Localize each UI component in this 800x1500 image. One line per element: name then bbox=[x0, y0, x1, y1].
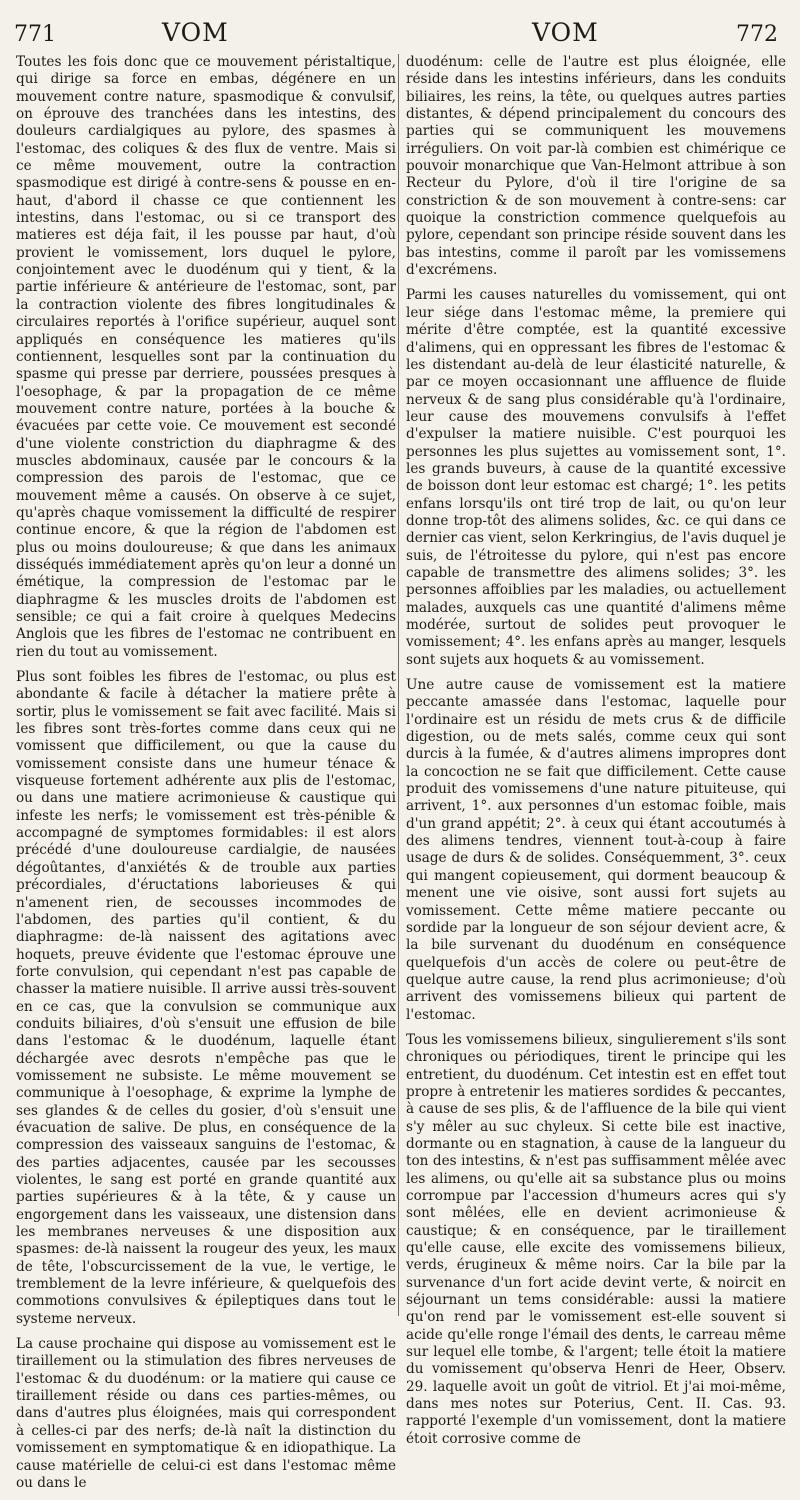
right-page-number: 772 bbox=[736, 22, 778, 47]
column-divider bbox=[398, 54, 399, 1316]
paragraph: Une autre cause de vomissement est la matiere peccante amassée dans l'estomac, laquelle pour l'ordinaire est un résidu de mets crus & de difficile digestion, ou de mets salés, comme ceux qui sont durcis à la fumée, & d'autres alimens impropres dont la concoction ne se fait que difficilement. Cette cause produit des vomissemens d'une nature pituiteuse, qui arrivent, 1°. aux personnes d'un estomac foible, mais d'un grand appétit; 2°. à ceux qui étant accoutumés à des alimens tendres, viennent tout-à-coup à faire usage de durs & de solides. Conséquemment, 3°. ceux qui mangent copieusement, qui dorment beaucoup & menent une vie oisive, sont aussi fort sujets au vomissement. Cette même matiere peccante ou sordide par la longueur de son séjour devient acre, & la bile survenant du duodénum en conséquence quelquefois d'un accès de colere ou peut-être de quelque autre cause, la rend plus acrimonieuse; d'où arrivent des vomissemens bilieux qui partent de l'estomac. bbox=[406, 677, 786, 1023]
paragraph: Plus sont foibles les fibres de l'estomac, ou plus est abondante & facile à détacher la matiere prête à sortir, plus le vomissement se fait avec facilité. Mais si les fibres sont très-fortes comme dans ceux qui ne vomissent que difficilement, ou que la cause du vomissement consiste dans une humeur ténace & visqueuse fortement adhérente aux plis de l'estomac, ou dans une matiere acrimonieuse & caustique qui infeste les nerfs; le vomissement est très-pénible & accompagné de symptomes formidables: il est alors précédé d'une douloureuse cardialgie, de nausées dégoûtantes, d'anxiétés & de trouble aux parties précordiales, d'éructations laborieuses & qui n'amenent rien, de secousses incommodes de l'abdomen, des parties qu'il contient, & du diaphragme: de-là naissent des agitations avec hoquets, preuve évidente que l'estomac éprouve une forte convulsion, qui cependant n'est pas capable de chasser la matiere nuisible. Il arrive aussi très-souvent en ce cas, que la convulsion se communique aux conduits biliaires, d'où s'ensuit une effusion de bile dans l'estomac & le duodénum, laquelle étant déchargée avec desrots n'empêche pas que le vomissement ne subsiste. Le même mouvement se communique à l'oesophage, & exprime la lymphe de ses glandes & de celles du gosier, d'où s'ensuit une évacuation de salive. De plus, en conséquence de la compression des vaisseaux sanguins de l'estomac, & des parties adjacentes, causée par les secousses violentes, le sang est porté en grande quantité aux parties supérieures & à la tête, & y cause un engorgement dans les vaisseaux, une distension dans les membranes nerveuses & une disposition aux spasmes: de-là naissent la rougeur des yeux, les maux de tête, l'obscurcissement de la vue, le vertige, le tremblement de la levre inférieure, & quelquefois des commotions convulsives & épileptiques dans tout le systeme nerveux. bbox=[16, 669, 396, 1327]
paragraph: Toutes les fois donc que ce mouvement péristaltique, qui dirige sa force en embas, dégénere en un mouvement contre nature, spasmodique & convulsif, on éprouve des tranchées dans les intestins, des douleurs cardialgiques au pylore, des spasmes à l'estomac, des coliques & des flux de ventre. Mais si ce même mouvement, outre la contraction spasmodique est dirigé à contre-sens & pousse en en-haut, d'abord il chasse ce que contiennent les intestins, dans l'estomac, ou si ce transport des matieres est déja fait, il les pousse par haut, d'où provient le vomissement, lors duquel le pylore, conjointement avec le duodénum qui y tient, & la partie inférieure & antérieure de l'estomac, sont, par la contraction violente des fibres longitudinales & circulaires reportés à l'orifice supérieur, auquel sont appliqués en conséquence les matieres qu'ils contiennent, lesquelles sont par la continuation du spasme qui presse par derriere, poussées presques à l'oesophage, & par la propagation de ce même mouvement contre nature, portées à la bouche & évacuées par cette voie. Ce mouvement est secondé d'une violente constriction du diaphragme & des muscles abdominaux, causée par le concours & la compression des parois de l'estomac, que ce mouvement même a causés. On observe à ce sujet, qu'après chaque vomissement la difficulté de respirer continue encore, & que la région de l'abdomen est plus ou moins douloureuse; & que dans les animaux disséqués immédiatement après qu'on leur a donné un émétique, la compression de l'estomac par le diaphragme & les muscles droits de l'abdomen est sensible; ce qui a fait croire à quelques Medecins Anglois que les fibres de l'estomac ne contribuent en rien du tout au vomissement. bbox=[16, 54, 396, 660]
right-running-title: VOM bbox=[532, 18, 599, 47]
paragraph: La cause prochaine qui dispose au vomissement est le tiraillement ou la stimulation des fibres nerveuses de l'estomac & du duodénum: or la matiere qui cause ce tiraillement réside ou dans ces parties-mêmes, ou dans d'autres plus éloignées, mais qui correspondent à celles-ci par des nerfs; de-là naît la distinction du vomissement en symptomatique & en idiopathique. La cause matérielle de celui-ci est dans l'estomac même ou dans le bbox=[16, 1336, 396, 1491]
right-column bbox=[406, 54, 786, 1456]
paragraph: duodénum: celle de l'autre est plus éloignée, elle réside dans les intestins inférieurs, dans les conduits biliaires, les reins, la tête, ou quelques autres parties distantes, & dépend principalement du concours des parties qui se communiquent les mouvemens irréguliers. On voit par-là combien est chimérique ce pouvoir monarchique que Van-Helmont attribue à son Recteur du Pylore, d'où il tire l'origine de sa constriction & de son mouvement à contre-sens: car quoique la constriction commence quelquefois au pylore, cependant son principe réside souvent dans les bas intestins, comme il paroît par les vomissemens d'excrémens. bbox=[406, 54, 786, 279]
paragraph: Tous les vomissemens bilieux, singulierement s'ils sont chroniques ou périodiques, tirent le principe qui les entretient, du duodénum. Cet intestin est en effet tout propre à entretenir les matieres sordides & peccantes, à cause de ses plis, & de l'affluence de la bile qui vient s'y mêler au suc chyleux. Si cette bile est inactive, dormante ou en stagnation, à cause de la langueur du ton des intestins, & n'est pas suffisamment mêlée avec les alimens, ou qu'elle ait sa substance plus ou moins corrompue par l'accession d'humeurs acres qui s'y sont mêlées, elle en devient acrimonieuse & caustique; & en conséquence, par le tiraillement qu'elle cause, elle excite des vomissemens bilieux, verds, érugineux & même noirs. Car la bile par la survenance d'un fort acide devint verte, & noircit en séjournant un tems considérable: aussi la matiere qu'on rend par le vomissement est-elle souvent si acide qu'elle ronge l'émail des dents, le carreau même sur lequel elle tombe, & l'argent; telle étoit la matiere du vomissement qu'observa Henri de Heer, Observ. 29. laquelle avoit un goût de vitriol. Et j'ai moi-même, dans mes notes sur Poterius, Cent. II. Cas. 93. rapporté l'exemple d'un vomissement, dont la matiere étoit corrosive comme de bbox=[406, 1031, 786, 1447]
paragraph: Parmi les causes naturelles du vomissement, qui ont leur siége dans l'estomac même, la premiere qui mérite d'être comptée, est la quantité excessive d'alimens, qui en oppressant les fibres de l'estomac & les distendant au-delà de leur élasticité naturelle, & par ce moyen occasionnant une affluence de fluide nerveux & de sang plus considérable qu'à l'ordinaire, leur cause des mouvemens convulsifs à l'effet d'expulser la matiere nuisible. C'est pourquoi les personnes les plus sujettes au vomissement sont, 1°. les grands buveurs, à cause de la quantité excessive de boisson dont leur estomac est chargé; 1°. les petits enfans lorsqu'ils ont tiré trop de lait, ou qu'on leur donne trop-tôt des alimens solides, &c. ce qui dans ce dernier cas vient, selon Kerkringius, de l'avis duquel je suis, de l'étroitesse du pylore, qui n'est pas encore capable de transmettre des alimens solides; 3°. les personnes affoiblies par les maladies, ou actuellement malades, auxquels cas une quantité d'alimens même modérée, surtout de solides peut provoquer le vomissement; 4°. les enfans après au manger, lesquels sont sujets aux hoquets & au vomissement. bbox=[406, 287, 786, 668]
left-column bbox=[16, 54, 396, 1500]
left-page-number: 771 bbox=[14, 22, 56, 47]
left-running-title: VOM bbox=[162, 18, 229, 47]
